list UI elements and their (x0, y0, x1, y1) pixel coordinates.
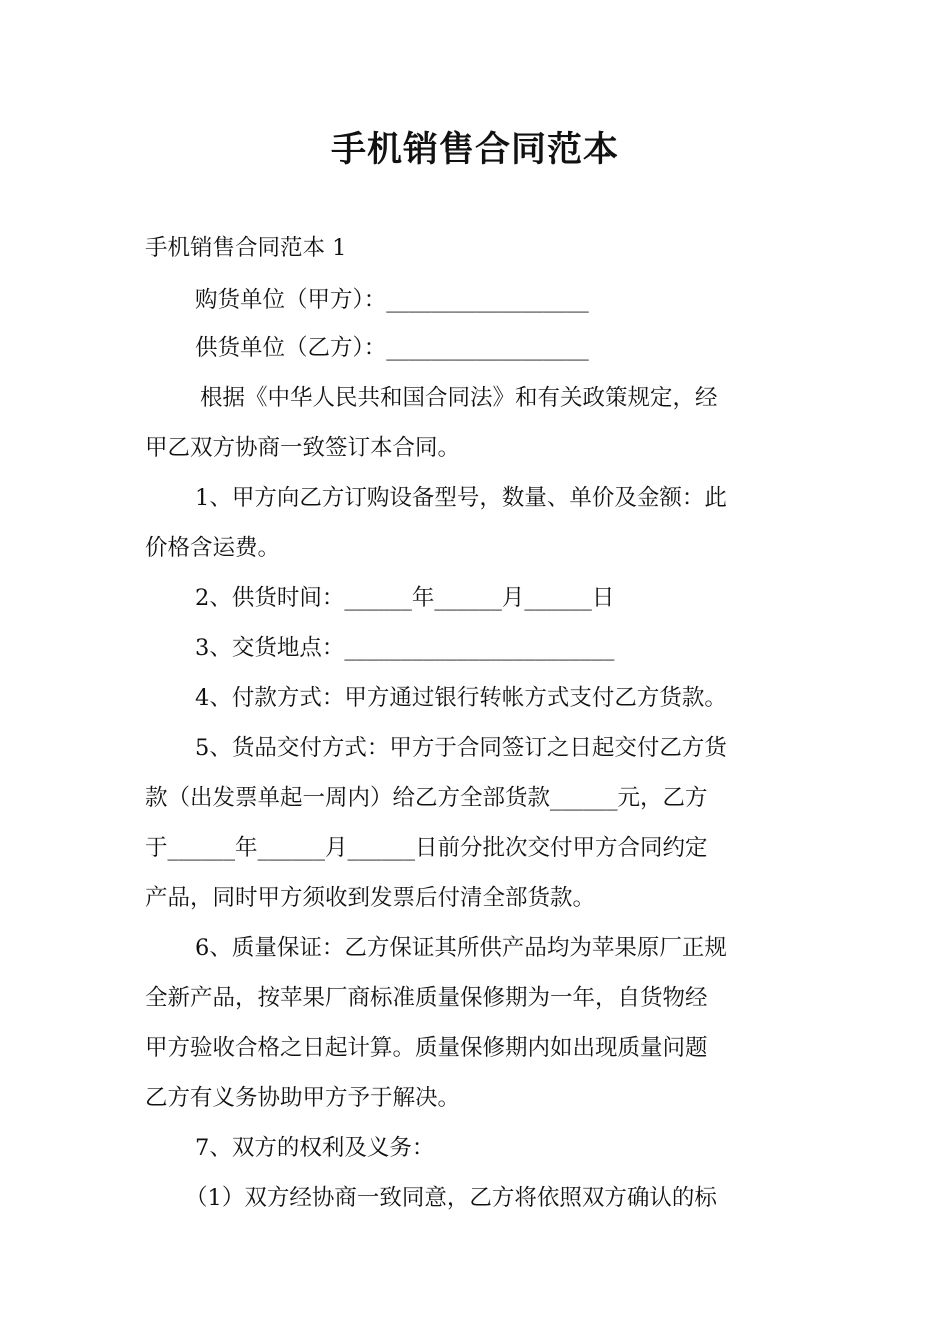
paragraph-line: 甲方验收合格之日起计算。质量保修期内如出现质量问题 (145, 1035, 708, 1061)
paragraph-line: 1、甲方向乙方订购设备型号，数量、单价及金额：此 (195, 485, 727, 511)
paragraph-line: 乙方有义务协助甲方予于解决。 (145, 1085, 461, 1111)
paragraph-line: （1）双方经协商一致同意，乙方将依照双方确认的标 (185, 1185, 717, 1211)
paragraph-line: 价格含运费。 (145, 535, 281, 561)
supply-time-field: 2、供货时间：______年______月______日 (195, 585, 615, 611)
paragraph-line: 产品，同时甲方须收到发票后付清全部货款。 (145, 885, 596, 911)
paragraph-line: 于______年______月______日前分批次交付甲方合同约定 (145, 835, 708, 861)
paragraph-line: 甲乙双方协商一致签订本合同。 (145, 435, 461, 461)
paragraph-line: 6、质量保证：乙方保证其所供产品均为苹果原厂正规 (195, 935, 727, 961)
document-title: 手机销售合同范本 (330, 130, 619, 170)
paragraph-line: 7、双方的权利及义务： (195, 1135, 435, 1161)
delivery-place-field: 3、交货地点：________________________ (195, 635, 615, 661)
paragraph-line: 根据《中华人民共和国合同法》和有关政策规定，经 (200, 385, 718, 411)
supplier-field: 供货单位（乙方）：__________________ (195, 335, 589, 361)
paragraph-line: 5、货品交付方式：甲方于合同签订之日起交付乙方货 (195, 735, 727, 761)
buyer-field: 购货单位（甲方）：__________________ (195, 287, 589, 313)
section-heading: 手机销售合同范本 1 (145, 235, 347, 261)
paragraph-line: 款（出发票单起一周内）给乙方全部货款______元，乙方 (145, 785, 708, 811)
payment-method-line: 4、付款方式：甲方通过银行转帐方式支付乙方货款。 (195, 685, 727, 711)
paragraph-line: 全新产品，按苹果厂商标准质量保修期为一年，自货物经 (145, 985, 708, 1011)
